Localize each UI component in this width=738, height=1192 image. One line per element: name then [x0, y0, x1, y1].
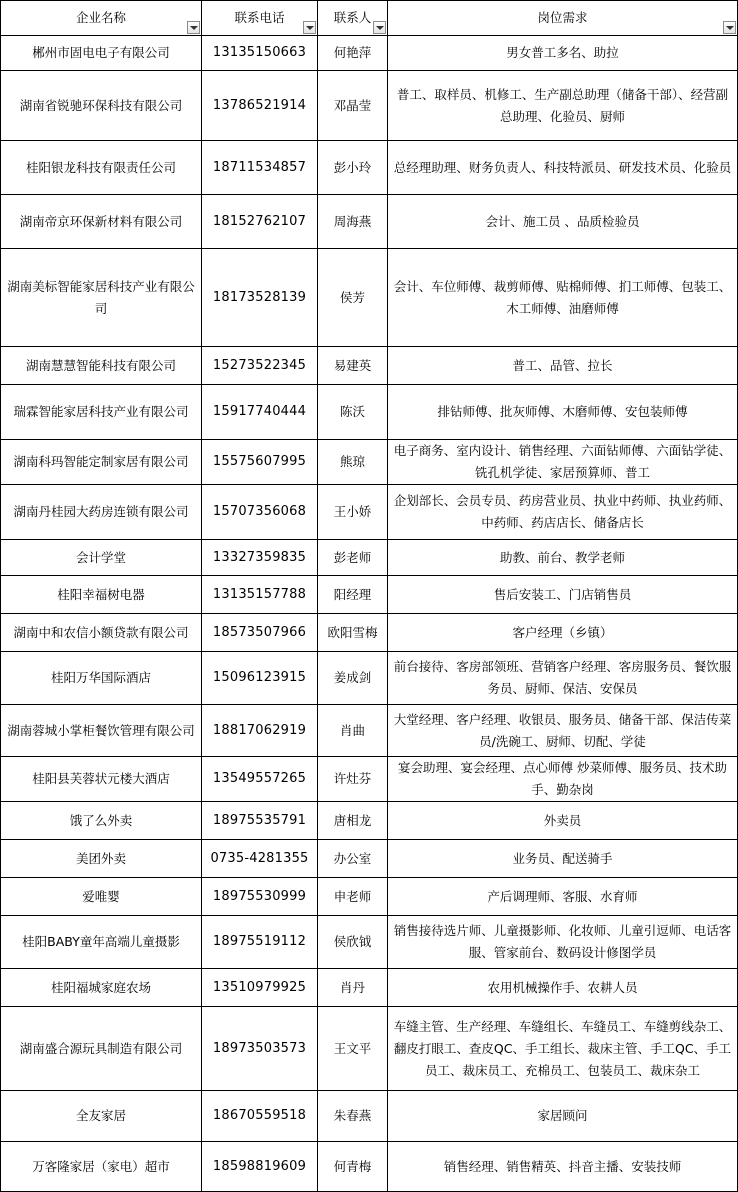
- contact-cell: 何青梅: [318, 1142, 388, 1192]
- table-row: [1, 440, 738, 485]
- company-cell: 桂阳县芙蓉状元楼大酒店: [1, 757, 202, 802]
- table-row: [1, 249, 738, 347]
- jobs-cell: 电子商务、室内设计、销售经理、六面钻师傅、六面钻学徒、铣孔机学徒、家居预算师、普工: [388, 440, 738, 485]
- company-cell: 瑞霖智能家居科技产业有限公司: [1, 385, 202, 440]
- company-cell: 湖南美标智能家居科技产业有限公司: [1, 249, 202, 347]
- company-cell: 湖南丹桂园大药房连锁有限公司: [1, 485, 202, 540]
- table-row: [1, 969, 738, 1007]
- company-cell: 湖南盛合源玩具制造有限公司: [1, 1007, 202, 1091]
- table-row: [1, 1142, 738, 1192]
- header-company-label: 企业名称: [75, 10, 126, 25]
- company-cell: 会计学堂: [1, 540, 202, 576]
- company-cell: 郴州市固电电子有限公司: [1, 36, 202, 71]
- contact-cell: 朱春燕: [318, 1091, 388, 1142]
- company-cell: 桂阳银龙科技有限责任公司: [1, 141, 202, 195]
- phone-cell: 18711534857: [202, 141, 318, 195]
- jobs-cell: 农用机械操作手、农耕人员: [388, 969, 738, 1007]
- phone-cell: 18973503573: [202, 1007, 318, 1091]
- table-row: [1, 71, 738, 141]
- contact-cell: 彭小玲: [318, 141, 388, 195]
- phone-cell: 13549557265: [202, 757, 318, 802]
- phone-cell: 15575607995: [202, 440, 318, 485]
- company-cell: 饿了么外卖: [1, 802, 202, 840]
- header-jobs: [388, 1, 738, 36]
- jobs-cell: 销售接待选片师、儿童摄影师、化妆师、儿童引逗师、电话客服、管家前台、数码设计修图学员: [388, 916, 738, 969]
- phone-cell: 18152762107: [202, 195, 318, 249]
- header-contact-label: 联系人: [333, 10, 372, 25]
- table-row: [1, 576, 738, 614]
- jobs-cell: 售后安装工、门店销售员: [388, 576, 738, 614]
- contact-cell: 王小娇: [318, 485, 388, 540]
- header-company: [1, 1, 202, 36]
- company-cell: 万客隆家居（家电）超市: [1, 1142, 202, 1192]
- phone-cell: 18670559518: [202, 1091, 318, 1142]
- contact-cell: 王文平: [318, 1007, 388, 1091]
- phone-cell: 18598819609: [202, 1142, 318, 1192]
- table-row: [1, 802, 738, 840]
- company-cell: 全友家居: [1, 1091, 202, 1142]
- filter-dropdown-icon[interactable]: [723, 21, 736, 34]
- jobs-cell: 前台接待、客房部领班、营销客户经理、客房服务员、餐饮服务员、厨师、保洁、安保员: [388, 652, 738, 705]
- table-row: [1, 347, 738, 385]
- table-row: [1, 1091, 738, 1142]
- contact-cell: 办公室: [318, 840, 388, 878]
- contact-cell: 许灶芬: [318, 757, 388, 802]
- contact-cell: 彭老师: [318, 540, 388, 576]
- phone-cell: 18817062919: [202, 705, 318, 757]
- phone-cell: 13786521914: [202, 71, 318, 141]
- contact-cell: 欧阳雪梅: [318, 614, 388, 652]
- jobs-cell: 会计、施工员 、品质检验员: [388, 195, 738, 249]
- contact-cell: 陈沃: [318, 385, 388, 440]
- jobs-cell: 宴会助理、宴会经理、点心师傅 炒菜师傅、服务员、技术助手、勤杂岗: [388, 757, 738, 802]
- phone-cell: 15917740444: [202, 385, 318, 440]
- jobs-cell: 家居顾问: [388, 1091, 738, 1142]
- header-phone: [202, 1, 318, 36]
- jobs-cell: 企划部长、会员专员、药房营业员、执业中药师、执业药师、中药师、药店店长、储备店长: [388, 485, 738, 540]
- phone-cell: 18573507966: [202, 614, 318, 652]
- table-row: [1, 385, 738, 440]
- contact-cell: 邓晶莹: [318, 71, 388, 141]
- header-phone-label: 联系电话: [234, 10, 285, 25]
- contact-cell: 侯欣钺: [318, 916, 388, 969]
- table-row: [1, 916, 738, 969]
- contact-cell: 熊琼: [318, 440, 388, 485]
- contact-cell: 唐相龙: [318, 802, 388, 840]
- jobs-cell: 总经理助理、财务负责人、科技特派员、研发技术员、化验员: [388, 141, 738, 195]
- phone-cell: 13510979925: [202, 969, 318, 1007]
- contact-cell: 姜成剑: [318, 652, 388, 705]
- company-cell: 湖南慧慧智能科技有限公司: [1, 347, 202, 385]
- phone-cell: 0735-4281355: [202, 840, 318, 878]
- table-row: [1, 1007, 738, 1091]
- company-cell: 桂阳BABY童年高端儿童摄影: [1, 916, 202, 969]
- table-row: [1, 141, 738, 195]
- contact-cell: 阳经理: [318, 576, 388, 614]
- jobs-cell: 客户经理（乡镇）: [388, 614, 738, 652]
- contact-cell: 申老师: [318, 878, 388, 916]
- contact-cell: 何艳萍: [318, 36, 388, 71]
- table-row: [1, 36, 738, 71]
- company-cell: 湖南科玛智能定制家居有限公司: [1, 440, 202, 485]
- phone-cell: 15096123915: [202, 652, 318, 705]
- phone-cell: 13327359835: [202, 540, 318, 576]
- phone-cell: 18975519112: [202, 916, 318, 969]
- jobs-cell: 助教、前台、教学老师: [388, 540, 738, 576]
- company-cell: 湖南帝京环保新材料有限公司: [1, 195, 202, 249]
- company-cell: 桂阳福城家庭农场: [1, 969, 202, 1007]
- phone-cell: 13135157788: [202, 576, 318, 614]
- jobs-cell: 普工、品管、拉长: [388, 347, 738, 385]
- company-cell: 爱唯婴: [1, 878, 202, 916]
- contact-cell: 易建英: [318, 347, 388, 385]
- table-row: [1, 878, 738, 916]
- jobs-cell: 会计、车位师傅、裁剪师傅、贴棉师傅、扪工师傅、包装工、木工师傅、油磨师傅: [388, 249, 738, 347]
- company-cell: 湖南蓉城小掌柜餐饮管理有限公司: [1, 705, 202, 757]
- contact-cell: 周海燕: [318, 195, 388, 249]
- jobs-cell: 销售经理、销售精英、抖音主播、安装技师: [388, 1142, 738, 1192]
- table-row: [1, 540, 738, 576]
- contact-cell: 侯芳: [318, 249, 388, 347]
- jobs-cell: 外卖员: [388, 802, 738, 840]
- filter-dropdown-icon[interactable]: [303, 21, 316, 34]
- phone-cell: 18173528139: [202, 249, 318, 347]
- header-contact: [318, 1, 388, 36]
- company-cell: 桂阳幸福树电器: [1, 576, 202, 614]
- jobs-cell: 产后调理师、客服、水育师: [388, 878, 738, 916]
- contact-cell: 肖曲: [318, 705, 388, 757]
- phone-cell: 15273522345: [202, 347, 318, 385]
- jobs-cell: 男女普工多名、助拉: [388, 36, 738, 71]
- company-cell: 湖南省锐驰环保科技有限公司: [1, 71, 202, 141]
- jobs-cell: 业务员、配送骑手: [388, 840, 738, 878]
- table-row: [1, 485, 738, 540]
- table-row: [1, 195, 738, 249]
- filter-dropdown-icon[interactable]: [373, 21, 386, 34]
- phone-cell: 18975530999: [202, 878, 318, 916]
- jobs-cell: 排钻师傅、批灰师傅、木磨师傅、安包装师傅: [388, 385, 738, 440]
- table-row: [1, 840, 738, 878]
- table-row: [1, 705, 738, 757]
- jobs-cell: 普工、取样员、机修工、生产副总助理（储备干部）、经营副总助理、化验员、厨师: [388, 71, 738, 141]
- company-cell: 桂阳万华国际酒店: [1, 652, 202, 705]
- table-row: [1, 757, 738, 802]
- company-cell: 湖南中和农信小额贷款有限公司: [1, 614, 202, 652]
- table-row: [1, 652, 738, 705]
- phone-cell: 18975535791: [202, 802, 318, 840]
- header-row: [1, 1, 738, 36]
- company-cell: 美团外卖: [1, 840, 202, 878]
- filter-dropdown-icon[interactable]: [187, 21, 200, 34]
- jobs-cell: 车缝主管、生产经理、车缝组长、车缝员工、车缝剪线杂工、翻皮打眼工、查皮QC、手工组长、裁床主管、手工QC、手工员工、裁床员工、充棉员工、包装员工、裁床杂工: [388, 1007, 738, 1091]
- phone-cell: 15707356068: [202, 485, 318, 540]
- table-row: [1, 614, 738, 652]
- phone-cell: 13135150663: [202, 36, 318, 71]
- contact-cell: 肖丹: [318, 969, 388, 1007]
- jobs-cell: 大堂经理、客户经理、收银员、服务员、储备干部、保洁传菜员/洗碗工、厨师、切配、学徒: [388, 705, 738, 757]
- header-jobs-label: 岗位需求: [537, 10, 588, 25]
